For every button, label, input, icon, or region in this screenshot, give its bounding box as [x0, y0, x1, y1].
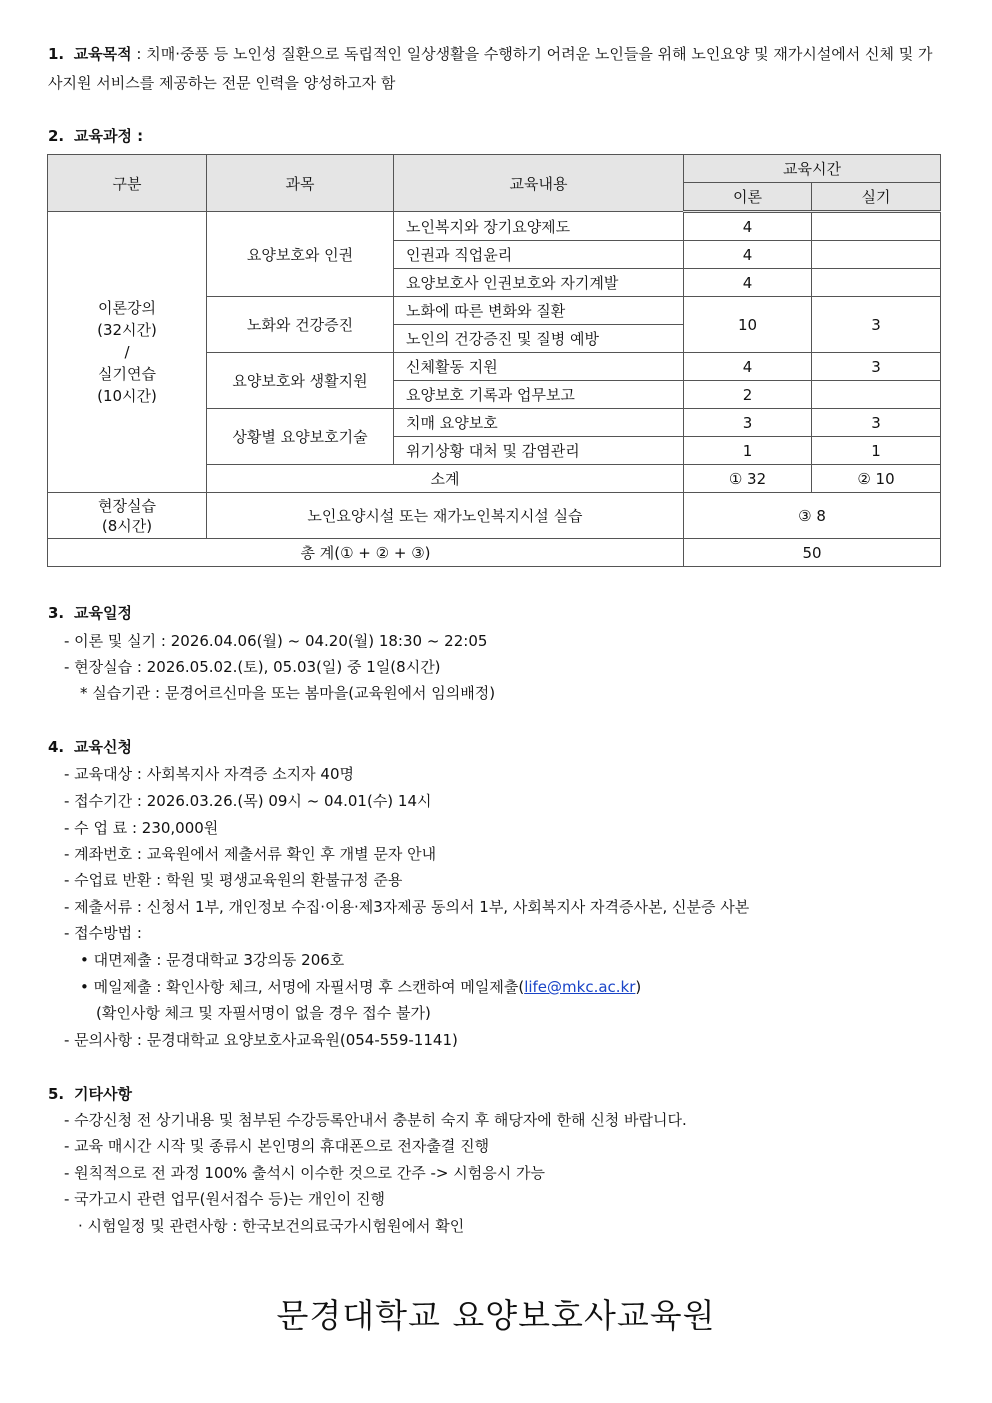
subtotal-label: 소계: [207, 465, 684, 493]
mail-note: (확인사항 체크 및 자필서명이 없을 경우 접수 불가): [96, 1004, 431, 1022]
mail-prefix: • 메일제출 : 확인사항 체크, 서명에 자필서명 후 스캔하여 메일제출(: [80, 978, 525, 996]
total-hours: 50: [684, 539, 941, 567]
section-label: 교육신청: [74, 738, 132, 756]
subtotal-theory: ① 32: [684, 465, 812, 493]
mail-suffix: ): [635, 978, 642, 996]
section-label: 교육목적: [73, 45, 132, 63]
section-number: 1.: [48, 45, 65, 63]
practice-cell: [812, 269, 941, 297]
category-line: /: [124, 343, 130, 361]
etc-line: - 수강신청 전 상기내용 및 첨부된 수강등록안내서 충분히 숙지 후 해당자에 한해 신청 바랍니다.: [64, 1111, 687, 1129]
section-etc-heading: [48, 1083, 132, 1104]
header-subject: 과목: [207, 155, 394, 212]
application-line: - 제출서류 : 신청서 1부, 개인정보 수집·이용·제3자제공 동의서 1부, 사회복지사 자격증사본, 신분증 사본: [64, 898, 750, 916]
content-cell: 신체활동 지원: [394, 353, 684, 381]
theory-cell: 4: [684, 212, 812, 241]
theory-cell: 3: [684, 409, 812, 437]
field-content-cell: 노인요양시설 또는 재가노인복지시설 실습: [207, 493, 684, 539]
schedule-note: * 실습기관 : 문경어르신마을 또는 봄마을(교육원에서 임의배정): [80, 684, 496, 702]
header-theory: 이론: [684, 183, 812, 212]
application-line: - 접수기간 : 2026.03.26.(목) 09시 ~ 04.01(수) 14시: [64, 792, 432, 810]
practice-cell: 3: [812, 297, 941, 353]
theory-cell: 2: [684, 381, 812, 409]
field-hours-cell: ③ 8: [684, 493, 941, 539]
etc-note: · 시험일정 및 관련사항 : 한국보건의료국가시험원에서 확인: [78, 1217, 465, 1235]
total-label: 총 계(① + ② + ③): [48, 539, 684, 567]
section-application-heading: [48, 736, 132, 757]
contact-line: - 문의사항 : 문경대학교 요양보호사교육원(054-559-1141): [64, 1031, 458, 1049]
field-category-cell: [48, 493, 207, 539]
category-line: (8시간): [101, 516, 153, 535]
category-line: 실기연습: [98, 365, 156, 383]
visit-submission: • 대면제출 : 문경대학교 3강의동 206호: [80, 951, 345, 969]
header-content: 교육내용: [394, 155, 684, 212]
email-link[interactable]: life@mkc.ac.kr: [524, 978, 636, 996]
header-hours: 교육시간: [684, 155, 941, 183]
practice-cell: [812, 241, 941, 269]
application-line: - 수업료 반환 : 학원 및 평생교육원의 환불규정 준용: [64, 871, 403, 889]
practice-cell: [812, 212, 941, 241]
etc-line: - 교육 매시간 시작 및 종류시 본인명의 휴대폰으로 전자출결 진행: [64, 1137, 490, 1155]
mail-submission: [80, 976, 641, 997]
header-practice: 실기: [812, 183, 941, 212]
subject-cell: 요양보호와 인권: [207, 212, 394, 297]
subtotal-practice: ② 10: [812, 465, 941, 493]
total-row: [48, 539, 941, 567]
etc-line: - 원칙적으로 전 과정 100% 출석시 이수한 것으로 간주 -> 시험응시 가능: [64, 1164, 545, 1182]
section-number: 3.: [48, 604, 65, 622]
practice-cell: 3: [812, 353, 941, 381]
content-cell: 인권과 직업윤리: [394, 241, 684, 269]
theory-cell: 4: [684, 241, 812, 269]
theory-cell: 4: [684, 269, 812, 297]
category-line: 현장실습: [98, 496, 156, 515]
theory-cell: 1: [684, 437, 812, 465]
table-row: [48, 212, 941, 241]
content-cell: 요양보호 기록과 업무보고: [394, 381, 684, 409]
theory-cell: 10: [684, 297, 812, 353]
section-purpose: [48, 40, 944, 98]
section-number: 4.: [48, 738, 65, 756]
field-practice-row: [48, 493, 941, 539]
header-category: 구분: [48, 155, 207, 212]
theory-cell: 4: [684, 353, 812, 381]
subject-cell: 상황별 요양보호기술: [207, 409, 394, 465]
content-cell: 치매 요양보호: [394, 409, 684, 437]
application-line: - 계좌번호 : 교육원에서 제출서류 확인 후 개별 문자 안내: [64, 845, 437, 863]
section-label: 교육일정: [74, 604, 132, 622]
practice-cell: 3: [812, 409, 941, 437]
content-cell: 노화에 따른 변화와 질환: [394, 297, 684, 325]
etc-line: - 국가고시 관련 업무(원서접수 등)는 개인이 진행: [64, 1190, 386, 1208]
course-table: [47, 154, 941, 567]
content-cell: 노인복지와 장기요양제도: [394, 212, 684, 241]
section-course-heading: [48, 125, 143, 146]
lecture-category-cell: [48, 212, 207, 493]
schedule-line: - 현장실습 : 2026.05.02.(토), 05.03(일) 중 1일(8시간): [64, 658, 441, 676]
section-label: 기타사항: [74, 1085, 132, 1103]
content-cell: 요양보호사 인권보호와 자기계발: [394, 269, 684, 297]
practice-cell: 1: [812, 437, 941, 465]
subject-cell: 노화와 건강증진: [207, 297, 394, 353]
section-number: 2.: [48, 127, 65, 145]
section-label: 교육과정 :: [74, 127, 144, 145]
practice-cell: [812, 381, 941, 409]
application-line: - 교육대상 : 사회복지사 자격증 소지자 40명: [64, 765, 355, 783]
application-line: - 접수방법 :: [64, 924, 142, 942]
content-cell: 위기상황 대처 및 감염관리: [394, 437, 684, 465]
footer-title: 문경대학교 요양보호사교육원: [276, 1296, 716, 1335]
section-schedule-heading: [48, 602, 132, 623]
category-line: 이론강의: [98, 299, 156, 317]
application-line: - 수 업 료 : 230,000원: [64, 819, 219, 837]
purpose-text: : 치매·중풍 등 노인성 질환으로 독립적인 일상생활을 수행하기 어려운 노인들을 위해 노인요양 및 재가시설에서 신체 및 가사지원 서비스를 제공하는 전문 인력을 양성하고자 함: [48, 45, 933, 92]
category-line: (32시간): [97, 321, 157, 339]
subject-cell: 요양보호와 생활지원: [207, 353, 394, 409]
content-cell: 노인의 건강증진 및 질병 예방: [394, 325, 684, 353]
schedule-line: - 이론 및 실기 : 2026.04.06(월) ~ 04.20(월) 18:30 ~ 22:05: [64, 632, 488, 650]
category-line: (10시간): [97, 387, 157, 405]
section-number: 5.: [48, 1085, 65, 1103]
